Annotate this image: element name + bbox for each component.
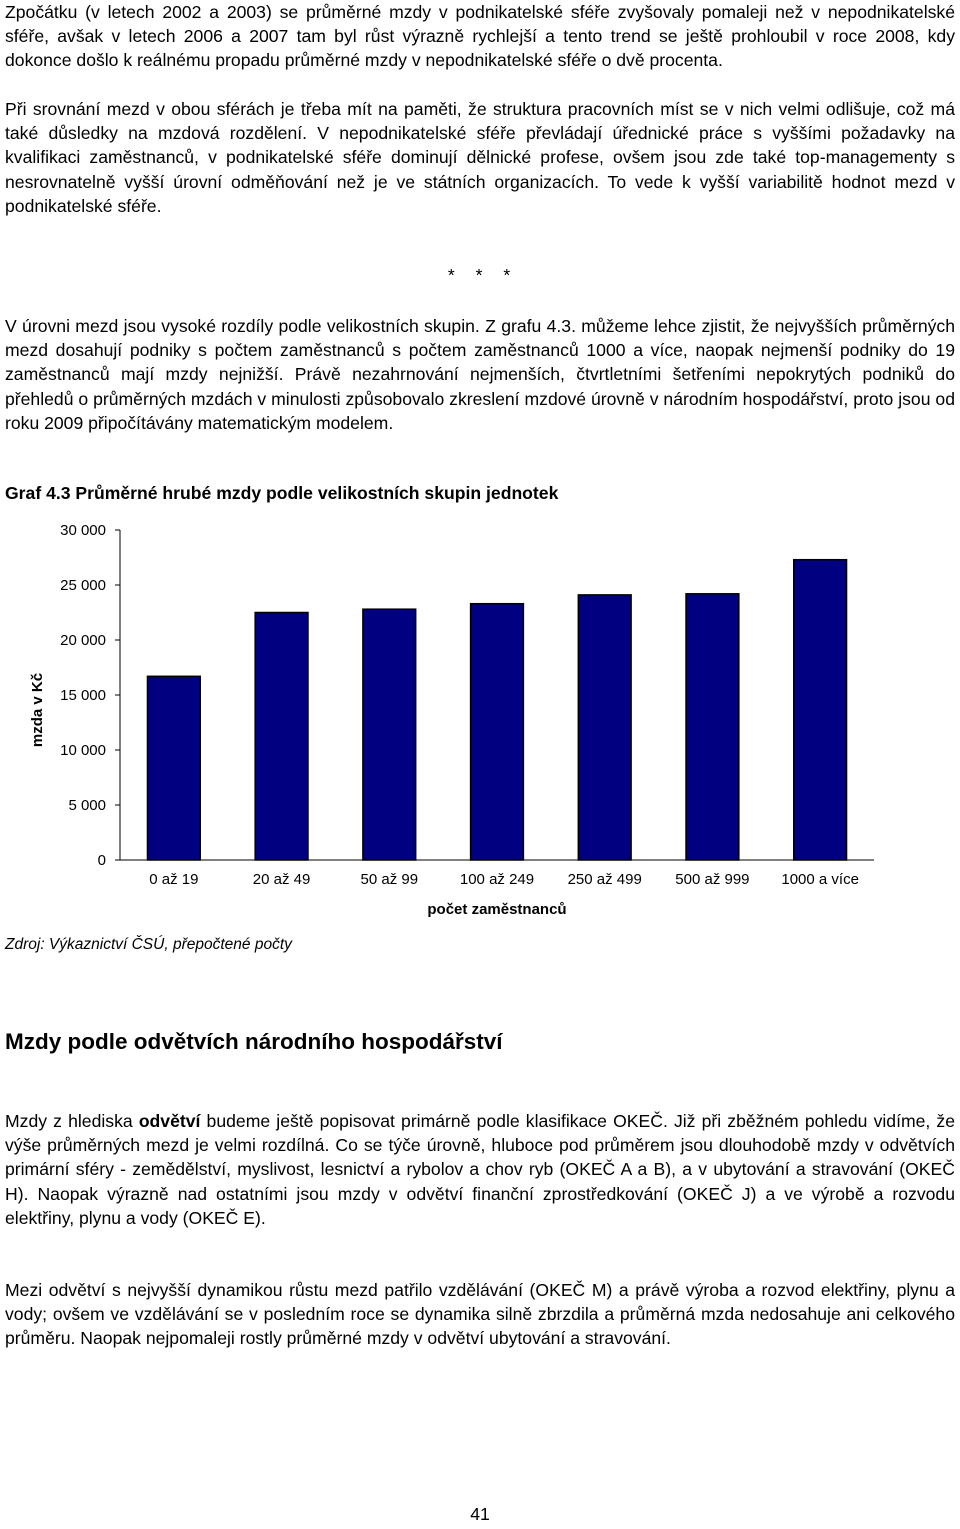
- x-axis-title: počet zaměstnanců: [427, 901, 567, 918]
- paragraph-wage-trends: Zpočátku (v letech 2002 a 2003) se průměrné mzdy v podnikatelské sféře zvyšovaly pomaleji než v nepodnikatelské sféře, avšak v letech 2006 a 2007 tam byl růst výrazně rychlejší a tento trend se ještě prohloubil v roce 2008, kdy dokonce došlo k reálnému propadu průměrné mzdy v nepodnikatelské sféře o dvě procenta.: [5, 2, 955, 71]
- y-tick-label: 25 000: [60, 577, 106, 594]
- separator-star: *: [475, 265, 485, 285]
- y-tick-label: 0: [97, 852, 106, 869]
- bar: [255, 613, 308, 861]
- chart-bars: [147, 560, 846, 860]
- source-note: Zdroj: Výkaznictví ČSÚ, přepočtené počty: [5, 936, 292, 953]
- separator-star: *: [447, 265, 457, 285]
- page-number: 41: [470, 1504, 490, 1524]
- y-axis-title: mzda v Kč: [29, 672, 46, 748]
- paragraph-industry-wages: Mzdy z hlediska odvětví budeme ještě popisovat primárně podle klasifikace OKEČ. Již při zběžném pohledu vidíme, že výše průměrných mezd je velmi rozdílná. Co se týče úrovně, hluboce pod průměrem jsou dlouhodobě mzdy v odvětvích primární sféry - zemědělství, myslivost, lesnictví a rybolov a chov ryb (OKEČ A a B), a v ubytování a stravování (OKEČ H). Naopak výrazně nad ostatními jsou mzdy v odvětví finanční zprostředkování (OKEČ J) a ve výrobě a rozvodu elektřiny, plynu a vody (OKEČ E).: [5, 1111, 956, 1228]
- paragraph-sector-structure: Při srovnání mezd v obou sférách je třeba mít na paměti, že struktura pracovních míst se v nich velmi odlišuje, což má také důsledky na mzdová rozdělení. V nepodnikatelské sféře převládají úřednické práce s vyššími požadavky na kvalifikaci zaměstnanců, v podnikatelské sféře dominují dělnické profese, ovšem jsou zde také top-managementy s nesrovnatelně vyšší úrovní odměňování než je ve státních organizacích. To vede k vyšší variabilitě hodnot mezd v podnikatelské sféře.: [5, 99, 955, 216]
- x-tick-label: 20 až 49: [252, 871, 311, 888]
- x-tick-label: 500 až 999: [675, 871, 750, 888]
- y-tick-label: 15 000: [60, 687, 106, 704]
- x-tick-label: 100 až 249: [459, 871, 535, 888]
- bar: [794, 560, 847, 860]
- x-tick-label: 0 až 19: [149, 871, 199, 888]
- section-heading: Mzdy podle odvětvích národního hospodářství: [5, 1029, 503, 1054]
- separator-star: *: [503, 265, 513, 285]
- y-tick-label: 30 000: [60, 522, 106, 539]
- y-tick-label: 20 000: [60, 632, 106, 649]
- graph-title: Graf 4.3 Průměrné hrubé mzdy podle velikostních skupin jednotek: [5, 483, 559, 503]
- section-separator: [0, 265, 960, 286]
- bar: [471, 604, 524, 860]
- x-tick-label: 1000 a více: [781, 871, 859, 888]
- paragraph-industry-dynamics: Mezi odvětví s nejvyšší dynamikou růstu mezd patřilo vzdělávání (OKEČ M) a právě výroba a rozvod elektřiny, plynu a vody; ovšem ve vzdělávání se v posledním roce se dynamika silně zbrzdila a průměrná mzda nedosahuje ani celkového průměru. Naopak nejpomaleji rostly průměrné mzdy v odvětví ubytování a stravování.: [5, 1280, 955, 1349]
- x-tick-label: 250 až 499: [567, 871, 642, 888]
- x-tick-label: 50 až 99: [360, 871, 419, 888]
- y-tick-label: 10 000: [60, 742, 106, 759]
- paragraph-size-groups: V úrovni mezd jsou vysoké rozdíly podle velikostních skupin. Z grafu 4.3. můžeme lehce zjistit, že nejvyšších průměrných mezd dosahují podniky s počtem zaměstnanců s počtem zaměstnanců 1000 a více, naopak nejmenší podniky do 19 zaměstnanců mají mzdy nejnižší. Právě nezahrnování nejmenších, čtvrtletními šetřeními nepokrytých podniků do přehledů o průměrných mzdách v minulosti způsobovalo zkreslení mzdové úrovně v národním hospodářství, proto jsou od roku 2009 připočítávány matematickým modelem.: [5, 316, 955, 433]
- bar: [147, 676, 200, 860]
- bar: [363, 609, 416, 860]
- bar-chart: [0, 515, 960, 930]
- y-tick-label: 5 000: [68, 797, 106, 814]
- bar: [686, 594, 739, 860]
- bar: [578, 595, 631, 860]
